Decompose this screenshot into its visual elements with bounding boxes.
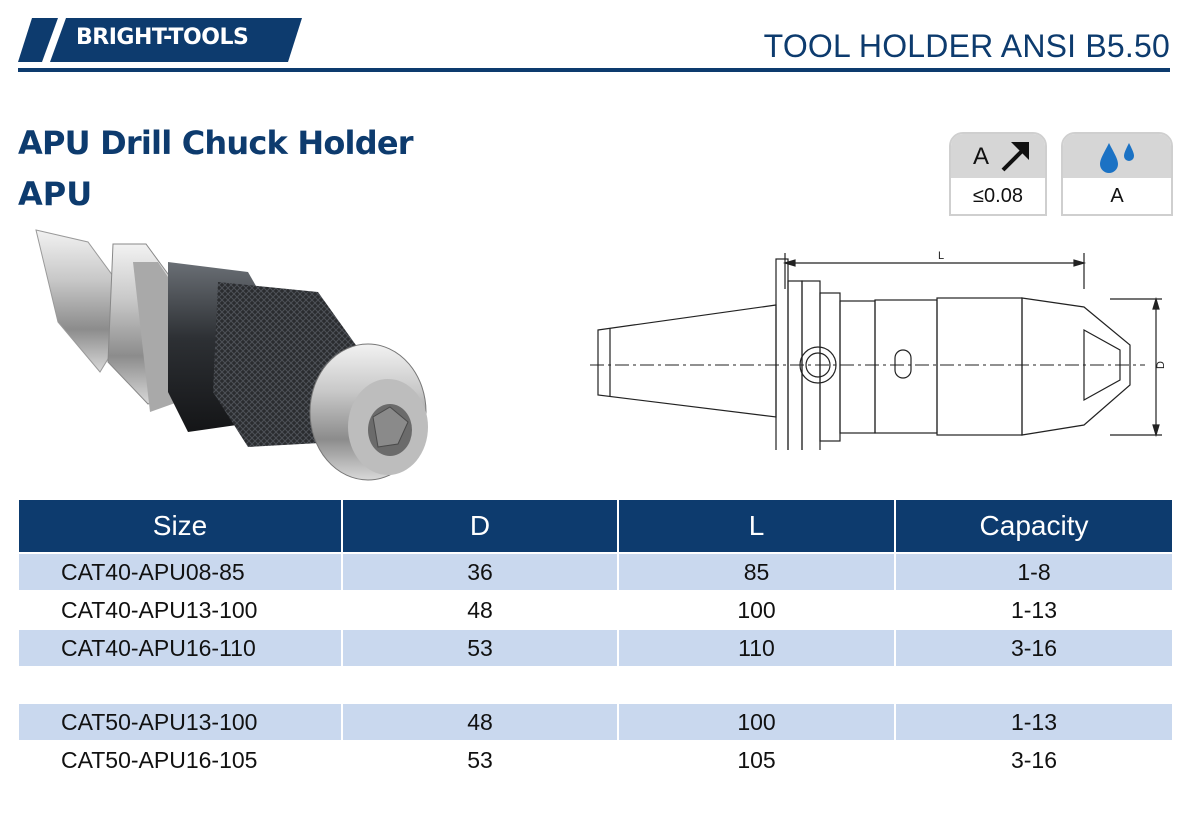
product-title: APU Drill Chuck Holder <box>18 124 413 162</box>
cell-l: 85 <box>618 553 895 591</box>
column-header-l: L <box>618 500 895 553</box>
table-row <box>19 741 1172 778</box>
runout-arrow-icon <box>999 140 1033 174</box>
product-code: APU <box>18 175 93 213</box>
coolant-spec-box <box>1061 132 1173 216</box>
runout-letter: A <box>973 143 990 170</box>
cell-size: CAT50-APU16-105 <box>19 741 342 778</box>
cell-d: 48 <box>342 591 618 629</box>
table-spacer-row <box>19 667 1172 703</box>
brand-logo <box>18 18 302 62</box>
cell-capacity: 1-13 <box>895 703 1172 741</box>
cell-d: 48 <box>342 703 618 741</box>
technical-drawing <box>590 245 1170 450</box>
cell-d: 36 <box>342 553 618 591</box>
cell-capacity: 3-16 <box>895 629 1172 667</box>
column-header-capacity: Capacity <box>895 500 1172 553</box>
cell-l: 105 <box>618 741 895 778</box>
runout-spec-box <box>949 132 1047 216</box>
column-header-d: D <box>342 500 618 553</box>
cell-capacity: 1-13 <box>895 591 1172 629</box>
cell-capacity: 3-16 <box>895 741 1172 778</box>
cell-l: 100 <box>618 591 895 629</box>
cell-size: CAT40-APU08-85 <box>19 553 342 591</box>
table-header-row <box>19 500 1172 553</box>
cell-size: CAT50-APU13-100 <box>19 703 342 741</box>
table-row <box>19 703 1172 741</box>
header-divider <box>18 68 1170 72</box>
spec-table <box>19 500 1172 778</box>
product-photo <box>18 222 428 492</box>
coolant-value: A <box>1110 184 1124 207</box>
cell-l: 100 <box>618 703 895 741</box>
cell-size: CAT40-APU16-110 <box>19 629 342 667</box>
document-title: TOOL HOLDER ANSI B5.50 <box>763 28 1170 64</box>
cell-d: 53 <box>342 629 618 667</box>
runout-value: ≤0.08 <box>973 184 1023 207</box>
cell-l: 110 <box>618 629 895 667</box>
table-row <box>19 553 1172 591</box>
length-dimension-label: L <box>938 250 945 262</box>
cell-d: 53 <box>342 741 618 778</box>
brand-name: BRIGHT-TOOLS <box>76 25 249 50</box>
table-row <box>19 591 1172 629</box>
cell-size: CAT40-APU13-100 <box>19 591 342 629</box>
column-header-size: Size <box>19 500 342 553</box>
table-row <box>19 629 1172 667</box>
coolant-drops-icon <box>1093 137 1143 177</box>
diameter-dimension-label: D <box>1155 361 1167 369</box>
cell-capacity: 1-8 <box>895 553 1172 591</box>
